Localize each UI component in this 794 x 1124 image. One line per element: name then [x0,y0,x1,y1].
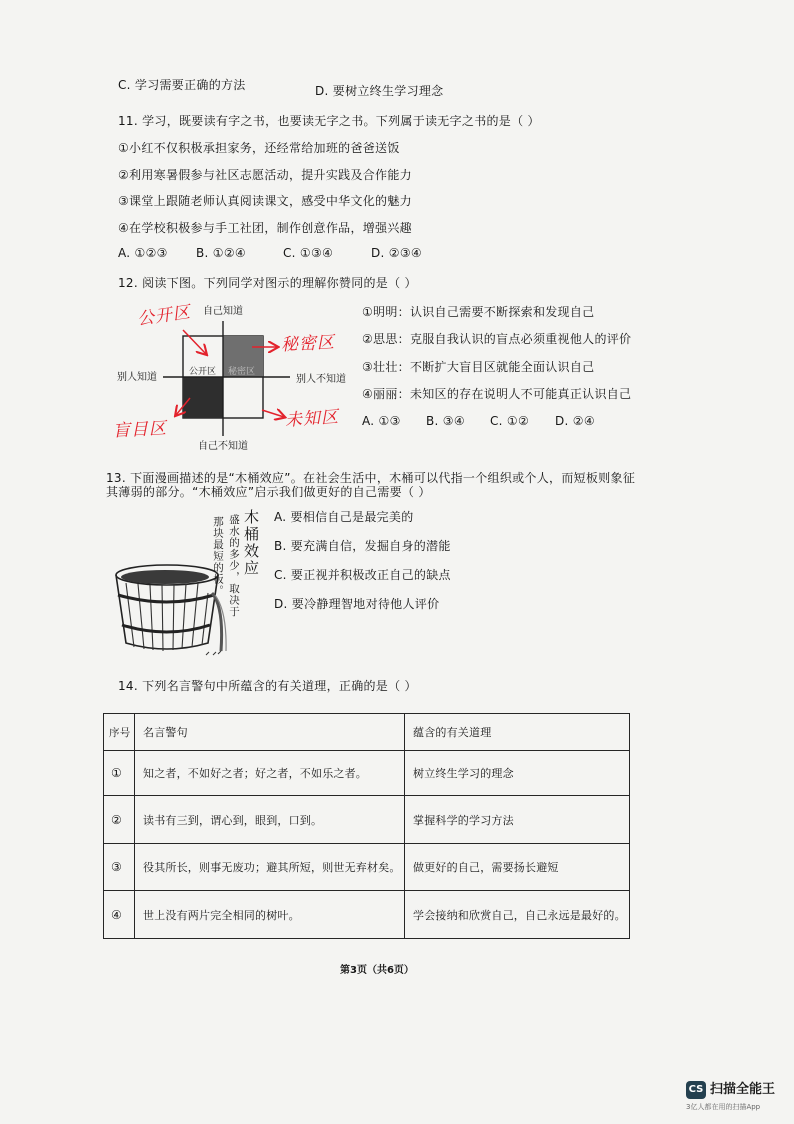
q11-choice-d: D. ②③④ [371,246,422,260]
table-row [104,891,630,939]
diagram-left-label: 别人知道 [117,372,157,383]
cartoon-caption-2: 那块最短的板。 [212,516,224,597]
q14-stem: 14. 下列名言警句中所蕴含的有关道理，正确的是（ ） [118,679,417,693]
q12-choice-d: D. ②④ [555,414,595,428]
row-number: ② [104,796,135,844]
header-meaning: 蕴含的有关道理 [405,714,630,751]
row-quote: 知之者，不如好之者；好之者，不如乐之者。 [135,751,405,796]
table-row [104,796,630,844]
diagram-bottom-label: 自己不知道 [198,441,248,452]
row-quote: 世上没有两片完全相同的树叶。 [135,891,405,939]
q12-choice-c: C. ①② [490,414,530,428]
q10-option-c: C. 学习需要正确的方法 [118,78,246,92]
row-quote: 读书有三到，谓心到，眼到，口到。 [135,796,405,844]
q12-statement: ④丽丽：未知区的存在说明人不可能真正认识自己 [362,387,632,401]
q11-statement: ①小红不仅积极承担家务，还经常给加班的爸爸送饭 [118,141,400,155]
q11-statement: ③课堂上跟随老师认真阅读课文，感受中华文化的魅力 [118,194,412,208]
cartoon-caption-1: 盛水的多少，取决于 [228,514,240,618]
cartoon-title: 木桶效应 [242,509,260,577]
blind-quadrant [183,377,223,418]
row-number: ① [104,751,135,796]
handwritten-secret-area: 秘密区 [280,332,336,356]
row-meaning: 做更好的自己，需要扬长避短 [405,844,630,891]
q12-choice-b: B. ③④ [426,414,465,428]
q11-choice-a: A. ①②③ [118,246,168,260]
header-quote: 名言警句 [135,714,405,751]
row-number: ③ [104,844,135,891]
page-number: 第3页（共6页） [340,965,414,976]
table-row [104,844,630,891]
q13-stem-line2: 其薄弱的部分。“木桶效应”启示我们做更好的自己需要（ ） [106,485,431,499]
handwritten-unknown-area: 未知区 [284,407,340,431]
q13-choice-a: A. 要相信自己是最完美的 [274,510,414,524]
diagram-top-label: 自己知道 [203,306,243,317]
handwritten-blind-area: 盲目区 [112,418,168,442]
q11-choice-c: C. ①③④ [283,246,334,260]
secret-area-label: 秘密区 [228,367,256,377]
q12-statement: ③壮壮：不断扩大盲目区就能全面认识自己 [362,360,595,374]
header-number: 序号 [104,714,135,751]
q11-statement: ②利用寒暑假参与社区志愿活动，提升实践及合作能力 [118,168,412,182]
q10-option-d: D. 要树立终生学习理念 [315,84,444,98]
row-meaning: 树立终生学习的理念 [405,751,630,796]
row-meaning: 学会接纳和欣赏自己，自己永远是最好的。 [405,891,630,939]
q13-choice-b: B. 要充满自信，发掘自身的潜能 [274,539,451,553]
q12-statement: ②思思：克服自我认识的盲点必须重视他人的评价 [362,332,632,346]
q11-choice-b: B. ①②④ [196,246,246,260]
q11-stem: 11. 学习，既要读有字之书，也要读无字之书。下列属于读无字之书的是（ ） [118,114,540,128]
q12-choice-a: A. ①③ [362,414,401,428]
row-number: ④ [104,891,135,939]
diagram-right-label: 别人不知道 [296,374,346,385]
scanner-app-tagline: 3亿人都在用的扫描App [686,1103,761,1111]
quotes-table [103,713,630,939]
q13-stem-line1: 13. 下面漫画描述的是“木桶效应”。在社会生活中，木桶可以代指一个组织或个人，而短板则象征 [106,471,636,485]
row-quote: 役其所长，则事无废功；避其所短，则世无弃材矣。 [135,844,405,891]
table-row [104,751,630,796]
handwritten-open-area: 公开区 [135,302,193,330]
scanner-logo-icon: CS [686,1081,706,1099]
q12-statement: ①明明：认识自己需要不断探索和发现自己 [362,305,595,319]
q13-choice-d: D. 要冷静理智地对待他人评价 [274,597,440,611]
q12-stem: 12. 阅读下图。下列同学对图示的理解你赞同的是（ ） [118,276,417,290]
annotation-arrow [262,410,284,417]
table-header-row [104,714,630,751]
scanner-app-name: 扫描全能王 [710,1082,776,1097]
q11-statement: ④在学校积极参与手工社团，制作创意作品，增强兴趣 [118,221,412,235]
row-meaning: 掌握科学的学习方法 [405,796,630,844]
open-area-label: 公开区 [189,367,217,377]
q13-choice-c: C. 要正视并积极改正自己的缺点 [274,568,451,582]
